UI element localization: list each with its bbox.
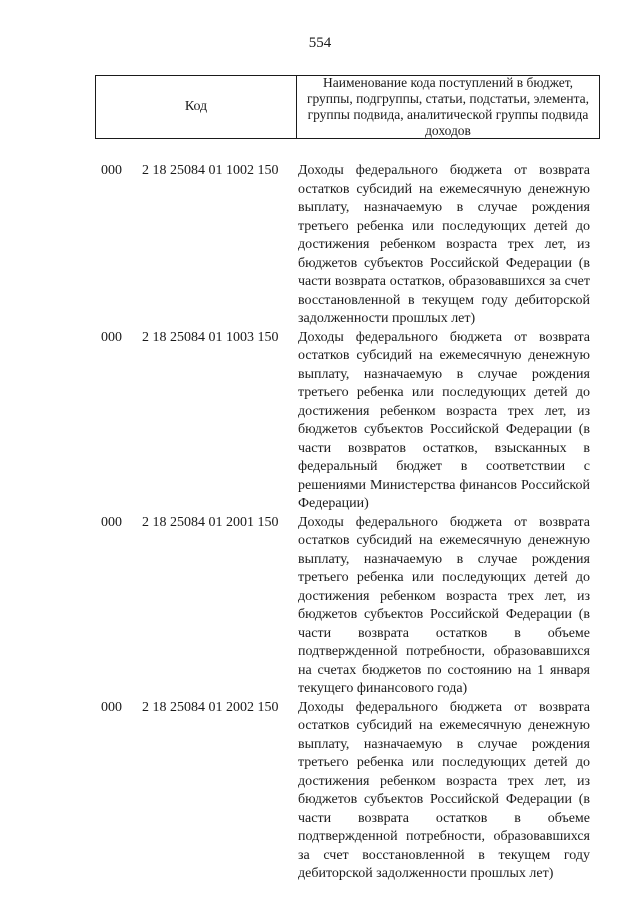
table-row bbox=[0, 329, 640, 514]
row-revenue-code: 2 18 25084 01 2001 150 bbox=[142, 514, 279, 530]
row-admin-code: 000 bbox=[101, 163, 122, 178]
row-admin-code: 000 bbox=[101, 514, 122, 530]
table-row bbox=[0, 162, 640, 329]
row-admin-code: 000 bbox=[101, 699, 122, 715]
row-description: Доходы федерального бюджета от возврата остатков субсидий на ежемесячную денежную выплату, назначаемую в случае рождения третьего ребенка или последующих детей до достижения ребенком возраста трех лет, из бюджетов субъектов Российской Федерации (в части возврата остатков в объеме подтвержденной потребности, образовавшихся за счет восстановленной в текущем году дебиторской задолженности прошлых лет) bbox=[298, 699, 590, 881]
table-row bbox=[0, 514, 640, 699]
row-description: Доходы федерального бюджета от возврата остатков субсидий на ежемесячную денежную выплату, назначаемую в случае рождения третьего ребенка или последующих детей до достижения ребенком возраста трех лет, из бюджетов субъектов Российской Федерации (в части возвратов остатков, взысканных в федеральный бюджет в соответствии с решениями Министерства финансов Российской Федерации) bbox=[298, 329, 590, 511]
row-description: Доходы федерального бюджета от возврата остатков субсидий на ежемесячную денежную выплату, назначаемую в случае рождения третьего ребенка или последующих детей до достижения ребенком возраста трех лет, из бюджетов субъектов Российской Федерации (в части возврата остатков в объеме подтвержденной потребности, образовавшихся на счетах бюджетов по состоянию на 1 января текущего финансового года) bbox=[298, 514, 590, 696]
row-revenue-code: 2 18 25084 01 2002 150 bbox=[142, 699, 279, 715]
row-admin-code: 000 bbox=[101, 329, 122, 345]
row-revenue-code: 2 18 25084 01 1002 150 bbox=[142, 163, 279, 178]
table-header bbox=[95, 75, 600, 139]
header-name-column: Наименование кода поступлений в бюджет, группы, подгруппы, статьи, подстатьи, элемента, группы подвида, аналитической группы подвида доходов bbox=[306, 75, 590, 138]
row-revenue-code: 2 18 25084 01 1003 150 bbox=[142, 329, 279, 345]
table-body bbox=[0, 162, 640, 884]
page-number: 554 bbox=[308, 35, 332, 51]
header-code-column: Код bbox=[96, 76, 297, 138]
table-row bbox=[0, 699, 640, 884]
row-description: Доходы федерального бюджета от возврата остатков субсидий на ежемесячную денежную выплату, назначаемую в случае рождения третьего ребенка или последующих детей до достижения ребенком возраста трех лет, из бюджетов субъектов Российской Федерации (в части возврата остатков, образовавшихся за счет восстановленной в текущем году дебиторской задолженности прошлых лет) bbox=[298, 163, 590, 326]
